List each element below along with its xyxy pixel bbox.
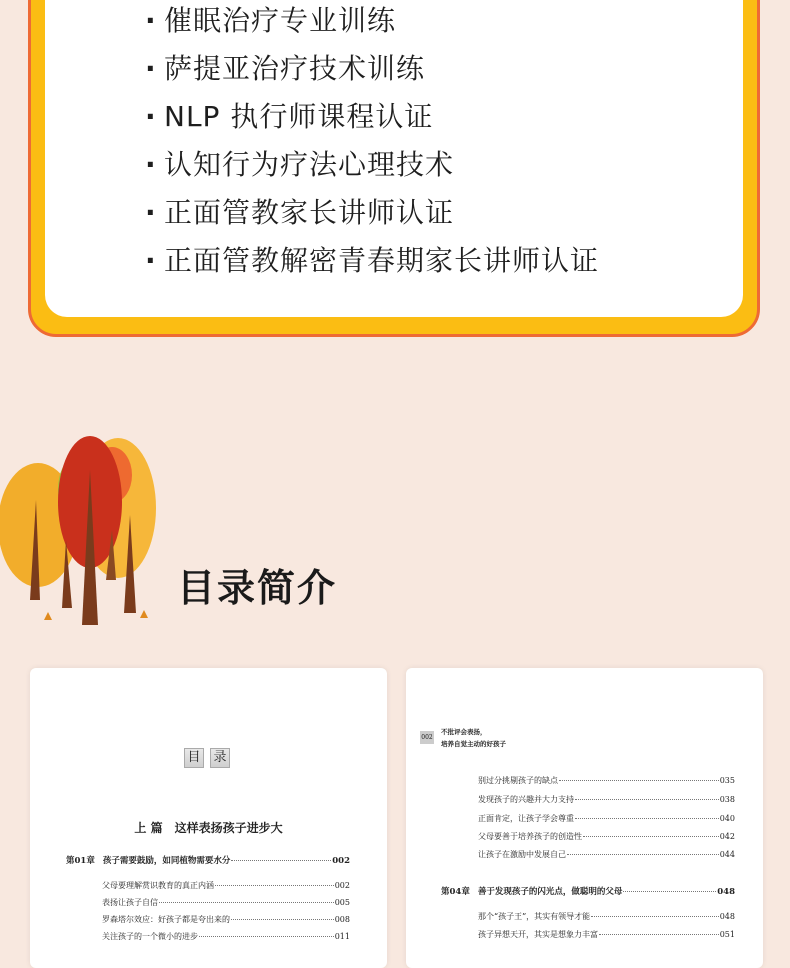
toc-title-char: 目: [184, 748, 204, 768]
chapter-number: 第04章: [441, 887, 470, 897]
page-header-title: 不批评会表扬， 培养自觉主动的好孩子: [441, 728, 506, 748]
certification-item: · 催眠治疗专业训练: [145, 0, 599, 45]
bullet-icon: ·: [145, 148, 157, 181]
chapter-title: 孩子需要鼓励，如同植物需要水分: [102, 856, 231, 866]
toc-entry: 孩子异想天开，其实是想象力丰富 051: [478, 930, 735, 939]
toc-entry: 罗森塔尔效应：好孩子都是夸出来的 008: [102, 915, 350, 924]
bullet-icon: ·: [145, 244, 157, 277]
toc-entry: 别过分挑剔孩子的缺点 035: [478, 776, 735, 785]
toc-entry: 关注孩子的一个微小的进步 011: [102, 932, 350, 941]
certification-card: [28, 0, 760, 337]
leader-dots: [231, 860, 331, 861]
toc-page-left: [30, 668, 387, 968]
toc-entry: 表扬让孩子自信 005: [102, 898, 350, 907]
toc-entry: 发现孩子的兴趣并大力支持 038: [478, 795, 735, 804]
certification-list: [145, 0, 599, 285]
toc-title: [184, 748, 230, 768]
toc-page-right: [406, 668, 763, 968]
chapter-title: 善于发现孩子的闪光点，做聪明的父母: [477, 887, 623, 897]
page-number: 002: [332, 856, 350, 866]
bullet-icon: ·: [145, 52, 157, 85]
toc-entry: 正面肯定，让孩子学会尊重 040: [478, 814, 735, 823]
section-title: 目录简介: [177, 566, 338, 610]
certification-item: · 萨提亚治疗技术训练: [145, 45, 599, 93]
bullet-icon: ·: [145, 4, 157, 37]
bullet-icon: ·: [145, 196, 157, 229]
toc-entry: 父母要理解赏识教育的真正内涵 002: [102, 881, 350, 890]
bullet-icon: ·: [145, 100, 157, 133]
toc-title-char: 录: [210, 748, 230, 768]
certification-item: · 正面管教家长讲师认证: [145, 189, 599, 237]
page-number: 048: [717, 887, 735, 897]
chapter-row: [441, 885, 735, 897]
autumn-trees-illustration: [0, 430, 160, 630]
toc-entry: 那个“孩子王”，其实有领导才能 048: [478, 912, 735, 921]
certification-card-body: [45, 0, 743, 317]
certification-item: · 正面管教解密青春期家长讲师认证: [145, 237, 599, 285]
certification-item: · NLP 执行师课程认证: [145, 93, 599, 141]
part-title: 上 篇 这样表扬孩子进步大: [134, 821, 283, 835]
leader-dots: [623, 891, 716, 892]
toc-entry: 父母要善于培养孩子的创造性 042: [478, 832, 735, 841]
page-header-number: 002: [420, 731, 434, 744]
certification-item: · 认知行为疗法心理技术: [145, 141, 599, 189]
chapter-row: [66, 854, 350, 866]
toc-entry: 让孩子在激励中发展自己 044: [478, 850, 735, 859]
chapter-number: 第01章: [66, 856, 95, 866]
